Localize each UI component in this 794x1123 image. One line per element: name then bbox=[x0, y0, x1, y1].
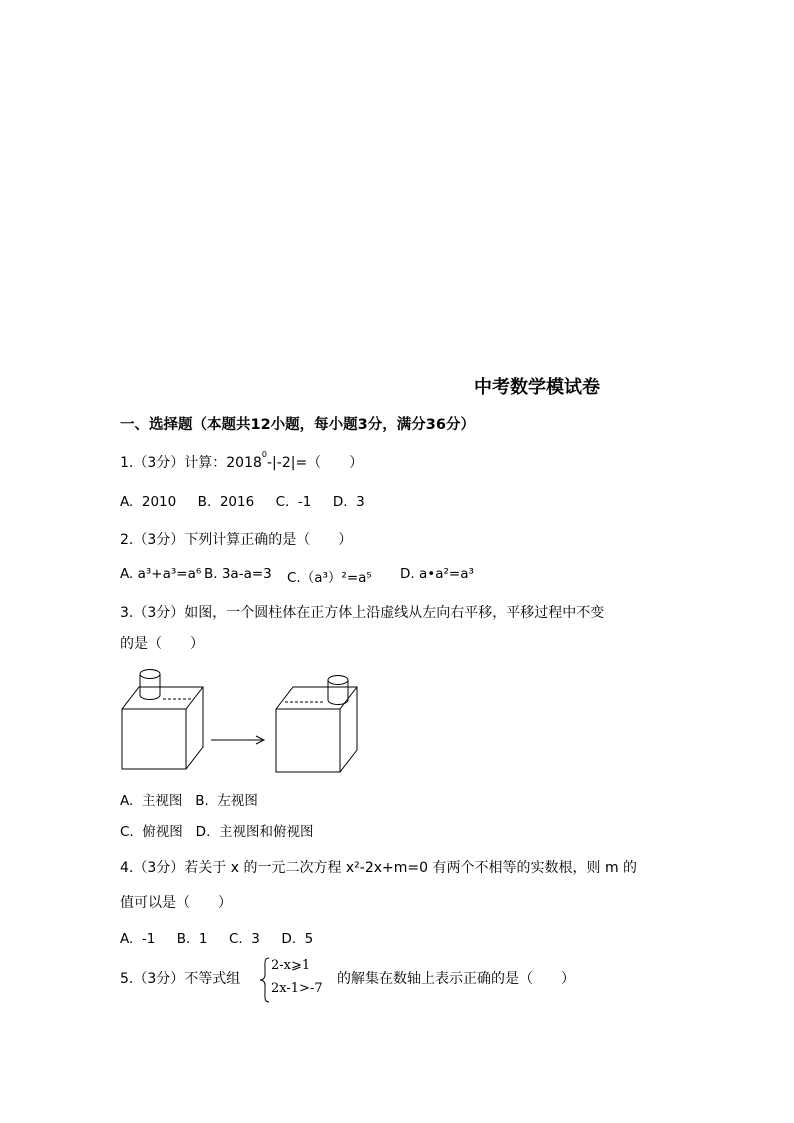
left-brace-icon bbox=[259, 957, 271, 1003]
left-cylinder bbox=[140, 670, 160, 700]
inequality-1: 2-x⩾1 bbox=[271, 958, 311, 973]
q2-option-d: D. a•a²=a³ bbox=[400, 566, 474, 582]
question-4-options: A. -1 B. 1 C. 3 D. 5 bbox=[120, 931, 314, 947]
section-heading: 一、选择题（本题共12小题，每小题3分，满分36分） bbox=[120, 417, 475, 433]
cube-cylinder-figure bbox=[118, 662, 368, 774]
q2-option-b: B. 3a-a=3 bbox=[204, 566, 272, 582]
inequality-2: 2x-1>-7 bbox=[271, 981, 323, 996]
right-arrow bbox=[211, 736, 264, 744]
q1-stem-prefix: 1.（3分）计算：2018 bbox=[120, 455, 262, 471]
q2-option-c: C.（a³）²=a⁵ bbox=[287, 570, 372, 586]
question-1-options: A. 2010 B. 2016 C. -1 D. 3 bbox=[120, 494, 365, 510]
question-3-stem-line1: 3.（3分）如图，一个圆柱体在正方体上沿虚线从左向右平移，平移过程中不变 bbox=[120, 605, 605, 621]
question-1-stem bbox=[120, 452, 363, 472]
q2-option-a: A. a³+a³=a⁶ bbox=[120, 566, 202, 582]
question-3-stem-line2: 的是（ ） bbox=[120, 636, 204, 652]
question-5-stem-suffix: 的解集在数轴上表示正确的是（ ） bbox=[337, 971, 575, 987]
q1-stem-suffix: -|-2|=（ ） bbox=[267, 455, 364, 471]
question-4-stem-line2: 值可以是（ ） bbox=[120, 895, 232, 911]
q1-stem-exponent: 0 bbox=[261, 450, 267, 459]
question-2-stem: 2.（3分）下列计算正确的是（ ） bbox=[120, 532, 353, 548]
question-5-stem-prefix: 5.（3分）不等式组 bbox=[120, 971, 241, 987]
inequality-system bbox=[259, 957, 339, 1003]
question-3-options-line2: C. 俯视图 D. 主视图和俯视图 bbox=[120, 824, 314, 840]
right-cylinder bbox=[328, 676, 348, 705]
paper-title: 中考数学模试卷 bbox=[474, 377, 600, 398]
question-4-stem-line1: 4.（3分）若关于 x 的一元二次方程 x²-2x+m=0 有两个不相等的实数根，则 m 的 bbox=[120, 860, 638, 876]
right-cube bbox=[276, 687, 357, 772]
left-cube bbox=[122, 687, 203, 769]
question-3-options-line1: A. 主视图 B. 左视图 bbox=[120, 793, 258, 809]
